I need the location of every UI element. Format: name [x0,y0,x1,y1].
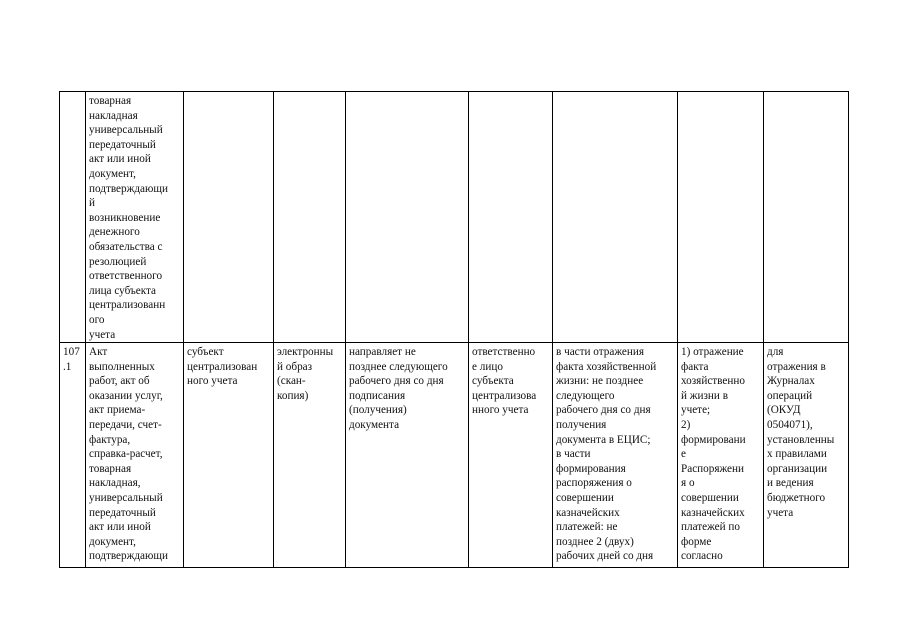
usage-cell [764,92,849,343]
creator-cell [184,92,274,343]
action-cell [346,92,469,343]
table-row [60,92,849,343]
purpose-cell: 1) отражение факта хозяйственно й жизни в учете; 2) формировани е Распоряжени я о совершении казначейских платежей по форме согласно [678,343,764,568]
purpose-cell [678,92,764,343]
table-row [60,343,849,568]
document-table [59,91,849,568]
form-cell: электронны й образ (скан- копия) [274,343,346,568]
row-number-cell [60,92,86,343]
document-name-cell: товарная накладная универсальный передаточный акт или иной документ, подтверждающи й возникновение денежного обязательства с резолюцией ответственного лица субъекта централизованн ого учета [86,92,184,343]
row-number-cell: 107 .1 [60,343,86,568]
usage-cell: для отражения в Журналах операций (ОКУД 0504071), установленны х правилами организации и ведения бюджетного учета [764,343,849,568]
action-cell: направляет не позднее следующего рабочего дня со дня подписания (получения) документа [346,343,469,568]
creator-cell: субъект централизован ного учета [184,343,274,568]
deadline-cell: в части отражения факта хозяйственной жизни: не позднее следующего рабочего дня со дня получения документа в ЕЦИС; в части формирования распоряжения о совершении казначейских платежей: не позднее 2 (двух) рабочих дней со дня [553,343,678,568]
form-cell [274,92,346,343]
deadline-cell [553,92,678,343]
responsible-cell: ответственно е лицо субъекта централизова нного учета [469,343,553,568]
document-name-cell: Акт выполненных работ, акт об оказании услуг, акт приема- передачи, счет- фактура, справка-расчет, товарная накладная, универсальный передаточный акт или иной документ, подтверждающи [86,343,184,568]
responsible-cell [469,92,553,343]
